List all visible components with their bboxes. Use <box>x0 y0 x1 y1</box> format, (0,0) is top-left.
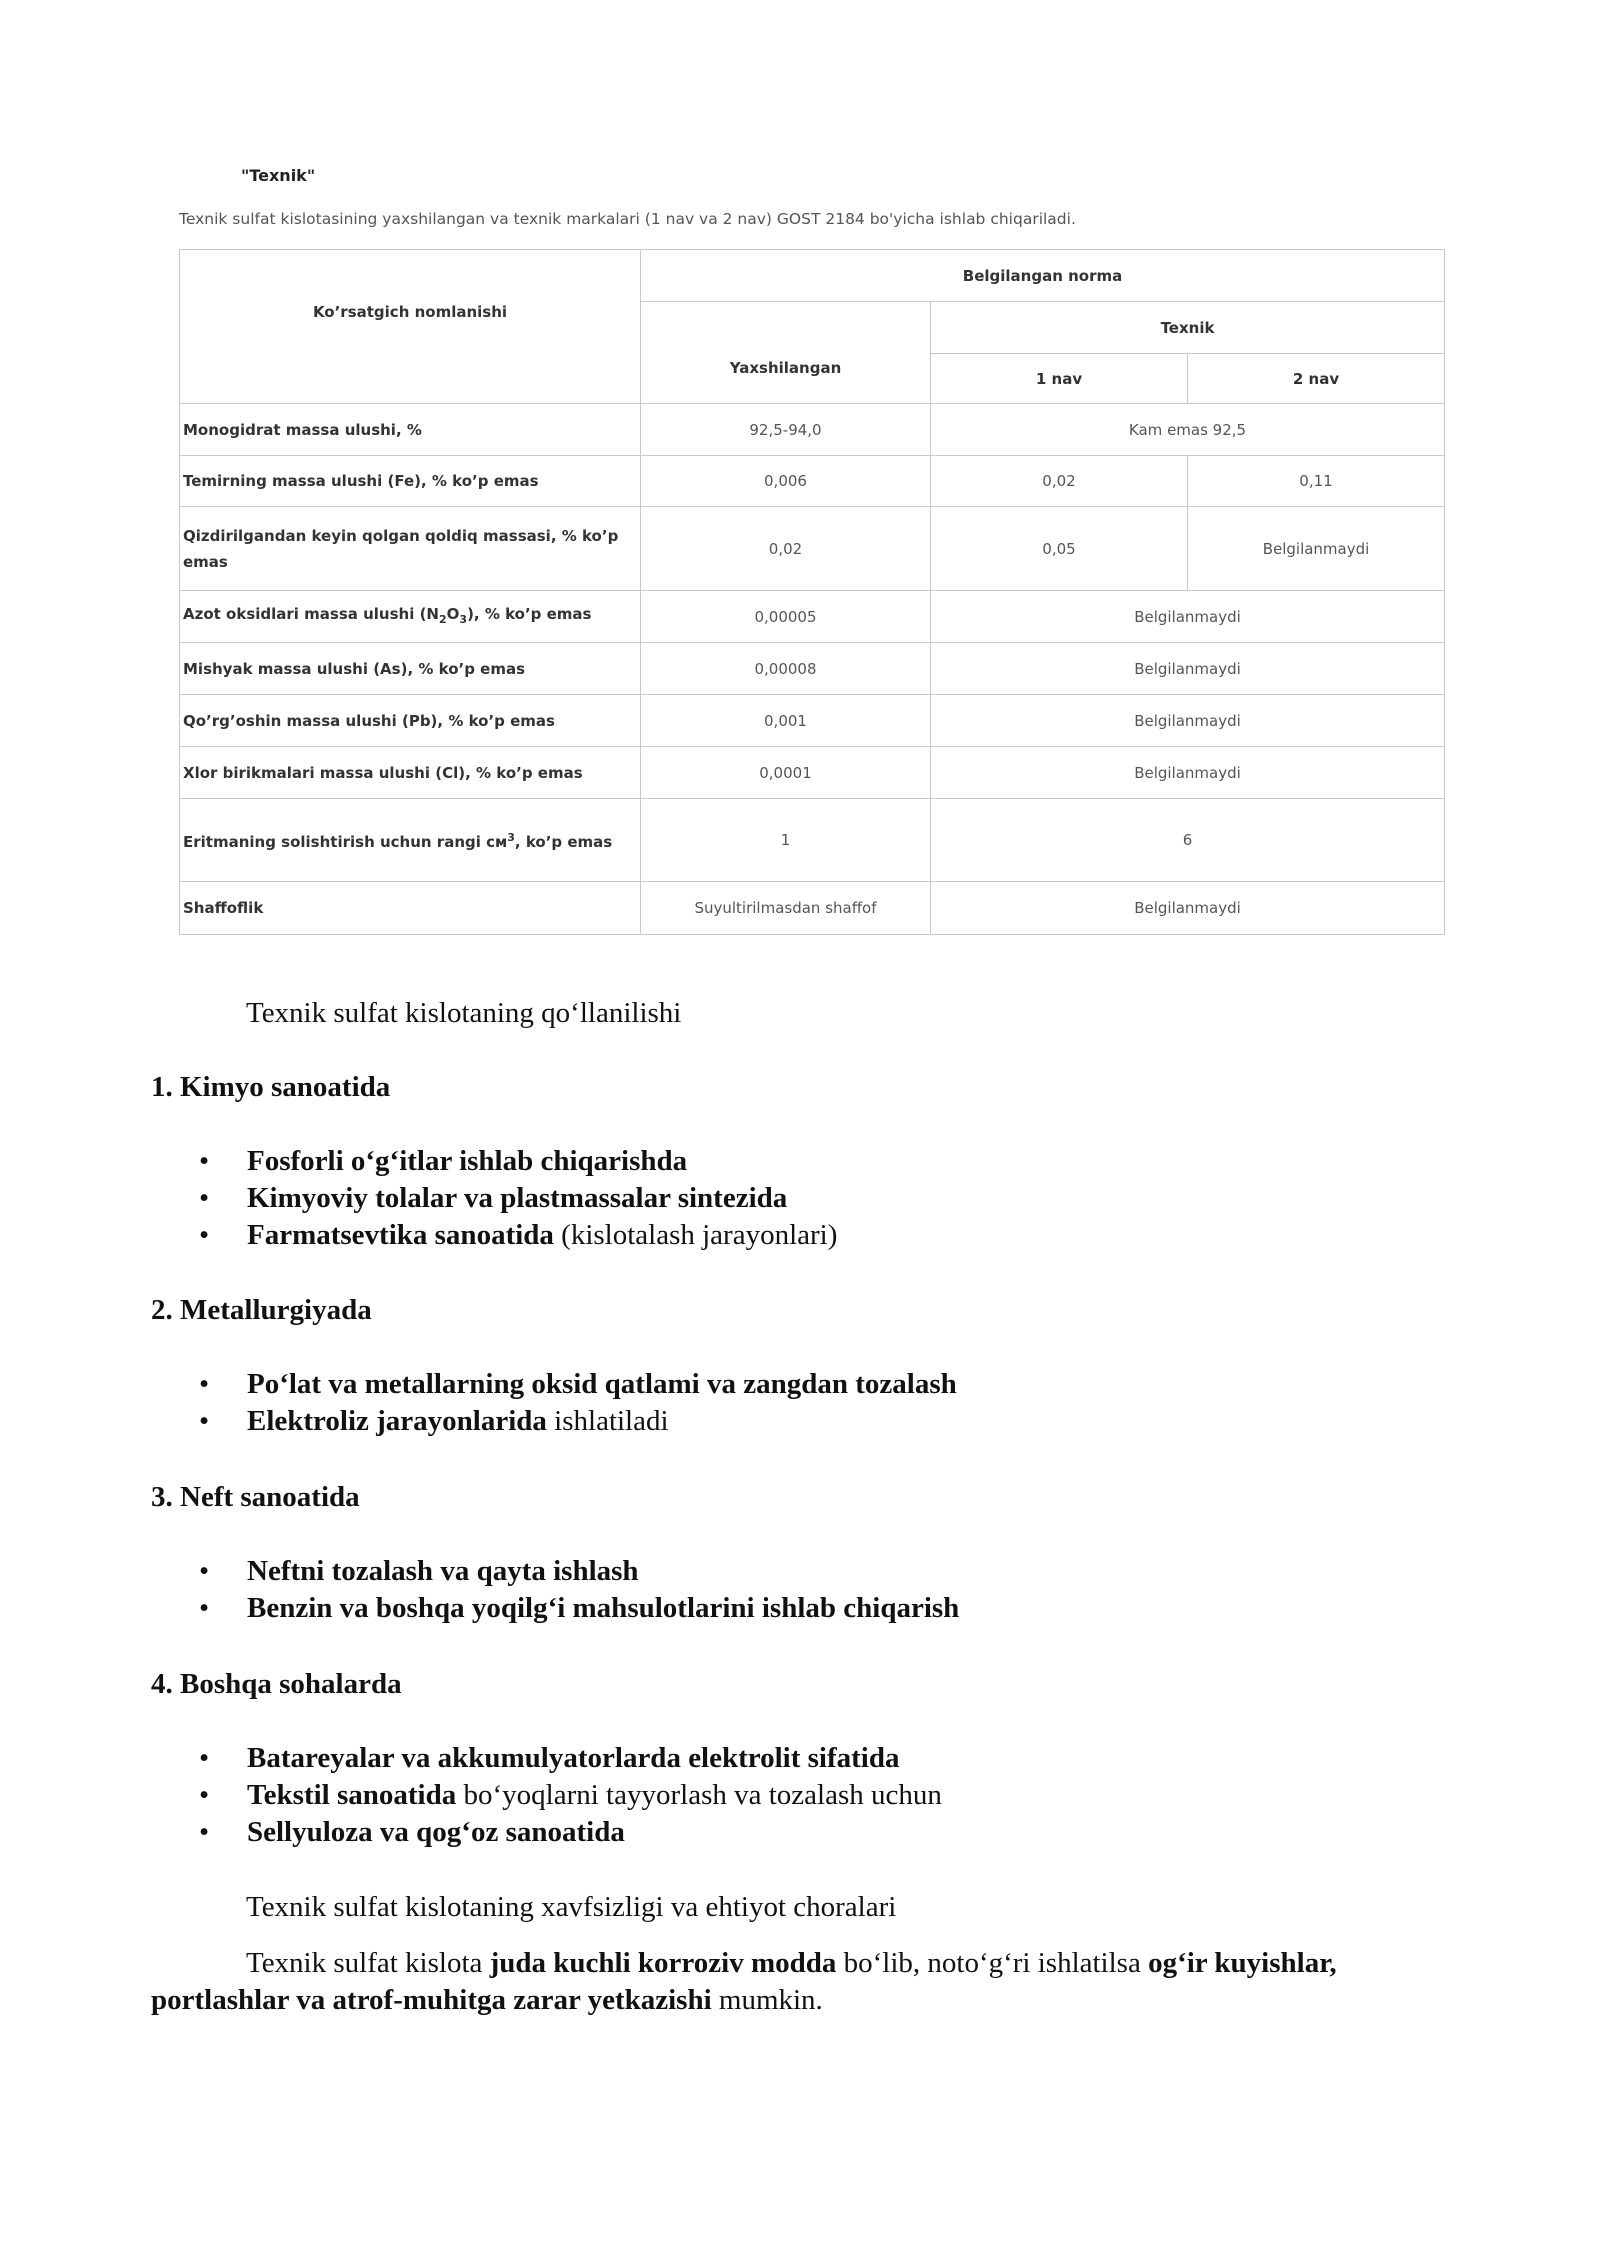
row-name: Shaffoflik <box>180 882 641 935</box>
row-yax: 0,00008 <box>641 643 931 695</box>
table-row <box>180 591 1445 643</box>
table-row <box>180 799 1445 882</box>
list-item: • Tekstil sanoatida bo‘yoqlarni tayyorlash va tozalash uchun <box>199 1779 942 1811</box>
row-yax: 0,001 <box>641 695 931 747</box>
table-row <box>180 882 1445 935</box>
table-row <box>180 643 1445 695</box>
header-yaxshilangan: Yaxshilangan <box>641 302 931 404</box>
image-heading: "Texnik" <box>241 166 316 185</box>
row-name: Mishyak massa ulushi (As), % ko’p emas <box>180 643 641 695</box>
row-yax: 0,0001 <box>641 747 931 799</box>
row-name: Eritmaning solishtirish uchun rangi $см^3$, ko’p emas <box>180 799 641 882</box>
row-texnik: Belgilanmaydi <box>931 882 1445 935</box>
list-item: • Benzin va boshqa yoqilg‘i mahsulotlarini ishlab chiqarish <box>199 1592 960 1624</box>
row-yax: 1 <box>641 799 931 882</box>
row-2nav: 0,11 <box>1188 456 1445 507</box>
table-row <box>180 747 1445 799</box>
row-name: Qo’rg’oshin massa ulushi (Pb), % ko’p emas <box>180 695 641 747</box>
bullet-list <box>199 1366 957 1440</box>
section-title: 4. Boshqa sohalarda <box>151 1668 402 1700</box>
section-title: 1. Kimyo sanoatida <box>151 1071 391 1103</box>
row-name: Xlor birikmalari massa ulushi (Cl), % ko’p emas <box>180 747 641 799</box>
row-texnik: Belgilanmaydi <box>931 591 1445 643</box>
section-title: 3. Neft sanoatida <box>151 1481 360 1513</box>
header-norma: Belgilangan norma <box>641 250 1445 302</box>
list-item: • Farmatsevtika sanoatida (kislotalash jarayonlari) <box>199 1219 838 1251</box>
bullet-list <box>199 1143 837 1254</box>
table-row <box>180 695 1445 747</box>
bullet-list <box>199 1553 959 1627</box>
row-texnik: Kam emas 92,5 <box>931 404 1445 456</box>
table-row <box>180 456 1445 507</box>
row-yax: Suyultirilmasdan shaffof <box>641 882 931 935</box>
row-name: Azot oksidlari massa ulushi $(N_2O_3)$, % ko’p emas <box>180 591 641 643</box>
row-yax: 92,5-94,0 <box>641 404 931 456</box>
list-item: • Fosforli o‘g‘itlar ishlab chiqarishda <box>199 1145 688 1177</box>
section-title: 2. Metallurgiyada <box>151 1294 372 1326</box>
header-2nav: 2 nav <box>1188 354 1445 404</box>
image-intro: Texnik sulfat kislotasining yaxshilangan va texnik markalari (1 nav va 2 nav) GOST 2184 bo'yicha ishlab chiqariladi. <box>179 210 1076 228</box>
list-item: • Batareyalar va akkumulyatorlarda elektrolit sifatida <box>199 1742 900 1774</box>
row-2nav: Belgilanmaydi <box>1188 507 1445 591</box>
list-item: • Elektroliz jarayonlarida ishlatiladi <box>199 1405 669 1437</box>
table-row <box>180 404 1445 456</box>
list-item: • Neftni tozalash va qayta ishlash <box>199 1555 639 1587</box>
list-item: • Po‘lat va metallarning oksid qatlami va zangdan tozalash <box>199 1368 957 1400</box>
header-param: Ko’rsatgich nomlanishi <box>180 250 641 404</box>
row-1nav: 0,05 <box>931 507 1188 591</box>
bullet-list <box>199 1740 942 1851</box>
row-1nav: 0,02 <box>931 456 1188 507</box>
row-texnik: Belgilanmaydi <box>931 695 1445 747</box>
usage-title: Texnik sulfat kislotaning qo‘llanilishi <box>246 997 682 1029</box>
row-texnik: 6 <box>931 799 1445 882</box>
row-name: Qizdirilgandan keyin qolgan qoldiq massasi, % ko’p emas <box>180 507 641 591</box>
row-texnik: Belgilanmaydi <box>931 747 1445 799</box>
row-yax: 0,006 <box>641 456 931 507</box>
safety-title: Texnik sulfat kislotaning xavfsizligi va ehtiyot choralari <box>246 1891 897 1923</box>
row-name: Monogidrat massa ulushi, % <box>180 404 641 456</box>
row-texnik: Belgilanmaydi <box>931 643 1445 695</box>
safety-paragraph: Texnik sulfat kislota juda kuchli korroziv modda bo‘lib, noto‘g‘ri ishlatilsa og‘ir kuyishlar, portlashlar va atrof-muhitga zarar yetkazishi mumkin. <box>151 1947 1337 2016</box>
row-name: Temirning massa ulushi (Fe), % ko’p emas <box>180 456 641 507</box>
spec-table <box>179 249 1445 935</box>
row-yax: 0,00005 <box>641 591 931 643</box>
row-yax: 0,02 <box>641 507 931 591</box>
list-item: • Sellyuloza va qog‘oz sanoatida <box>199 1816 625 1848</box>
header-1nav: 1 nav <box>931 354 1188 404</box>
header-texnik: Texnik <box>931 302 1445 354</box>
list-item: • Kimyoviy tolalar va plastmassalar sintezida <box>199 1182 788 1214</box>
table-row <box>180 507 1445 591</box>
